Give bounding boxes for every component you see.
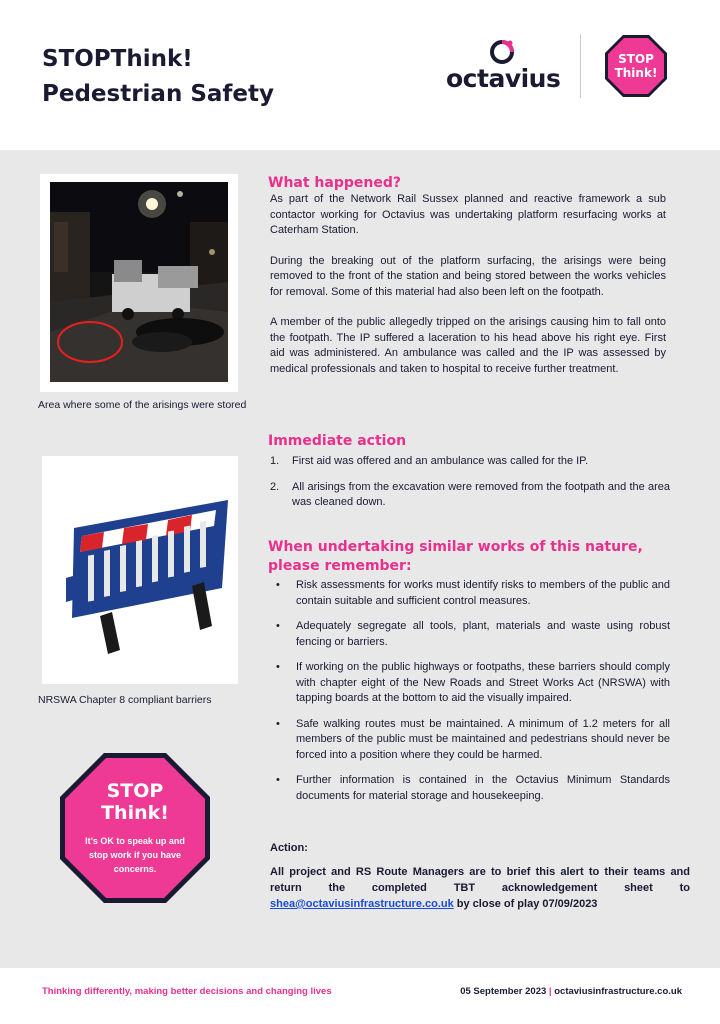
email-link[interactable]: shea@octaviusinfrastructure.co.uk xyxy=(270,898,454,910)
footer-info xyxy=(460,986,682,997)
sign-word-stop: STOP xyxy=(106,780,164,802)
sign-message: It’s OK to speak up and stop work if you have concerns. xyxy=(85,836,185,874)
octavius-logo xyxy=(446,38,560,100)
list-item-text: Further information is contained in the Octavius Minimum Standards documents for material storage and housekeeping. xyxy=(296,774,670,802)
bullet-icon: • xyxy=(276,661,280,673)
barrier-image-frame xyxy=(42,456,238,684)
sign-word-think: Think! xyxy=(101,802,169,824)
barrier-caption: NRSWA Chapter 8 compliant barriers xyxy=(38,694,212,706)
incident-night-photo xyxy=(50,182,228,382)
action-text-after: by close of play 07/09/2023 xyxy=(453,898,598,910)
immediate-action-heading: Immediate action xyxy=(268,433,407,449)
list-item xyxy=(270,480,670,511)
what-happened-body xyxy=(270,192,666,377)
incident-photo-frame xyxy=(40,174,238,392)
list-item xyxy=(270,454,670,470)
list-item xyxy=(270,717,670,764)
list-item-text: Adequately segregate all tools, plant, materials and waste using robust fencing or barriers. xyxy=(296,620,670,648)
list-item-text: If working on the public highways or footpaths, these barriers should comply with chapter eight of the New Roads and Street Works Act (NRSWA) with tapping boards at the bottom to aid the visually impaired. xyxy=(296,661,670,704)
action-label: Action: xyxy=(270,842,308,854)
page-footer xyxy=(0,968,720,1024)
remember-heading: When undertaking similar works of this nature, please remember: xyxy=(268,539,643,574)
immediate-action-list xyxy=(270,454,670,521)
list-item-text: Safe walking routes must be maintained. A minimum of 1.2 meters for all members of the public must be maintained and pedestrians should never be forced into a position where they could be harmed. xyxy=(296,717,670,761)
logo-wordmark: octavius xyxy=(446,64,561,93)
what-happened-para-1: As part of the Network Rail Sussex planned and reactive framework a sub contactor working for Octavius was undertaking platform resurfacing works at Caterham Station. xyxy=(270,193,666,236)
bullet-icon: • xyxy=(276,717,280,730)
list-item xyxy=(270,578,670,609)
title-line-1: STOPThink! xyxy=(42,46,193,72)
bullet-icon: • xyxy=(276,620,280,632)
what-happened-para-3: A member of the public allegedly tripped on the arisings causing him to fall onto the footpath. The IP suffered a laceration to his head above his right eye. First aid was administered. An ambulance was called and the IP was assessed by medical professionals and taken to hospital to receive further treatment. xyxy=(270,316,666,375)
footer-tagline: Thinking differently, making better decisions and changing lives xyxy=(42,986,332,997)
list-number: 1. xyxy=(270,455,280,467)
page-title xyxy=(42,42,274,112)
list-item xyxy=(270,619,670,650)
octavius-mark-icon xyxy=(488,38,516,66)
footer-date: 05 September 2023 xyxy=(460,986,547,997)
what-happened-heading: What happened? xyxy=(268,175,401,191)
footer-website: octaviusinfrastructure.co.uk xyxy=(554,986,682,997)
what-happened-para-2: During the breaking out of the platform surfacing, the arisings were being removed to the front of the station and being stored between the works vehicles for removal. Some of this material had also been left on the footpath. xyxy=(270,254,666,298)
title-line-2: Pedestrian Safety xyxy=(42,81,275,107)
header-divider xyxy=(580,34,581,98)
pedestrian-barrier-image xyxy=(52,478,228,662)
badge-word-stop: STOP xyxy=(618,52,654,66)
remember-list xyxy=(270,578,670,814)
footer-separator: | xyxy=(548,986,552,997)
list-item-text: All arisings from the excavation were removed from the footpath and the area was cleaned down. xyxy=(292,480,670,508)
action-text xyxy=(270,864,690,912)
bullet-icon: • xyxy=(276,579,280,591)
list-item-text: Risk assessments for works must identify risks to members of the public and contain suitable and sufficient control measures. xyxy=(296,579,670,607)
action-text-before: All project and RS Route Managers are to brief this alert to their teams and return the completed TBT acknowledgement sheet to xyxy=(270,866,690,894)
bullet-icon: • xyxy=(276,774,280,786)
stop-think-sign xyxy=(59,752,211,904)
badge-word-think: Think! xyxy=(614,66,658,80)
photo-caption: Area where some of the arisings were stored xyxy=(38,399,247,411)
stop-think-badge xyxy=(604,34,668,98)
list-item-text: First aid was offered and an ambulance was called for the IP. xyxy=(292,455,589,467)
list-item xyxy=(270,773,670,804)
list-number: 2. xyxy=(270,480,280,493)
octagon-sign-icon xyxy=(59,752,211,904)
octagon-badge-icon xyxy=(604,34,668,98)
list-item xyxy=(270,660,670,707)
page-header xyxy=(0,0,720,150)
